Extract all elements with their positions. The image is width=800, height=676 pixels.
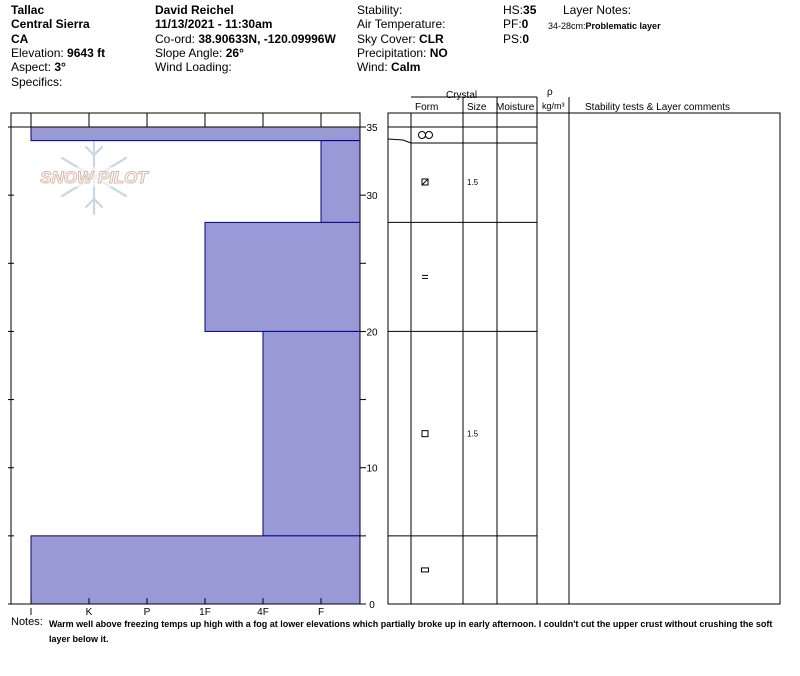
state: CA (11, 32, 29, 46)
size-header: Size (467, 102, 487, 113)
hs-value: 35 (523, 3, 537, 17)
crystal-header: Crystal (446, 90, 478, 101)
hardness-label-p: P (143, 607, 151, 618)
hardness-bar-i-0 (31, 127, 360, 141)
pf-value: 0 (521, 17, 529, 31)
coord-label: Co-ord: (155, 32, 196, 46)
coord-value: 38.90633N, -120.09996W (198, 32, 336, 46)
comments-header: Stability tests & Layer comments (585, 102, 731, 113)
rounded-grains-icon-2 (426, 132, 433, 139)
hardness-label-4f: 4F (257, 607, 269, 618)
notes-text: Warm well above freezing temps up high with a fog at lower elevations which partially broke up in early afternoon. I couldn't cut the upper crust without crushing the soft layer below it. (49, 619, 773, 644)
aspect-value: 3° (54, 60, 66, 74)
grain-size-value-1: 1.5 (467, 178, 479, 187)
precip-value: NO (429, 46, 448, 60)
sky-label: Sky Cover: (357, 32, 416, 46)
depth-label-20: 20 (366, 327, 378, 339)
wind-value: Calm (391, 60, 421, 74)
ps-value: 0 (522, 32, 530, 46)
faceted-slash-icon (422, 179, 428, 185)
layer-table-frame (388, 113, 780, 604)
observation-datetime: 11/13/2021 - 11:30am (155, 17, 273, 31)
moisture-header: Moisture (496, 102, 535, 113)
slope-value: 26° (225, 46, 244, 60)
layer-notes-label: Layer Notes: (563, 3, 632, 17)
pf-label: PF: (503, 17, 522, 31)
faceted-crystal-icon-3 (422, 431, 428, 437)
watermark-text: SNOW PILOT (40, 168, 148, 187)
depth-label-0: 0 (369, 600, 375, 611)
density-rho-header: ρ (547, 87, 553, 98)
depth-label-35: 35 (366, 123, 378, 134)
mountain-range: Central Sierra (11, 17, 90, 31)
hardness-label-1f: 1F (199, 607, 211, 618)
depth-label-30: 30 (366, 191, 378, 203)
slope-label: Slope Angle: (155, 46, 223, 60)
observer-name: David Reichel (155, 3, 234, 17)
specifics-label: Specifics: (11, 75, 63, 89)
snowpilot-watermark (36, 140, 153, 214)
wind-label: Wind: (357, 60, 388, 74)
density-unit-header: kg/m³ (542, 101, 565, 111)
hardness-bar-4f-3 (263, 331, 360, 535)
ps-label: PS: (503, 32, 523, 46)
hardness-label-f: F (317, 607, 325, 618)
depth-label-10: 10 (366, 463, 378, 475)
elevation-label: Elevation: (11, 46, 64, 60)
hardness-bar-i-4 (31, 536, 360, 604)
ice-layer-icon (422, 568, 429, 572)
aspect-label: Aspect: (11, 60, 52, 74)
sky-value: CLR (419, 32, 444, 46)
precip-label: Precipitation: (357, 46, 427, 60)
stability-label: Stability: (357, 3, 403, 17)
rounded-grains-icon (419, 132, 426, 139)
form-header: Form (415, 102, 439, 113)
air-temp-label: Air Temperature: (357, 17, 446, 31)
layer-note-range: 34-28cm: (548, 21, 586, 31)
hardness-bar-f-1 (321, 141, 360, 223)
layer-note-text: Problematic layer (585, 21, 661, 31)
grain-size-value-3: 1.5 (467, 429, 479, 439)
hardness-label-i: I (29, 607, 33, 618)
wind-loading-label: Wind Loading: (155, 60, 232, 74)
hardness-label-k: K (85, 607, 93, 618)
elevation-value: 9643 ft (67, 46, 106, 60)
notes-label: Notes: (11, 616, 43, 628)
location-name: Tallac (11, 3, 45, 17)
hs-label: HS: (503, 3, 524, 17)
hardness-bar-1f-2 (205, 222, 360, 331)
